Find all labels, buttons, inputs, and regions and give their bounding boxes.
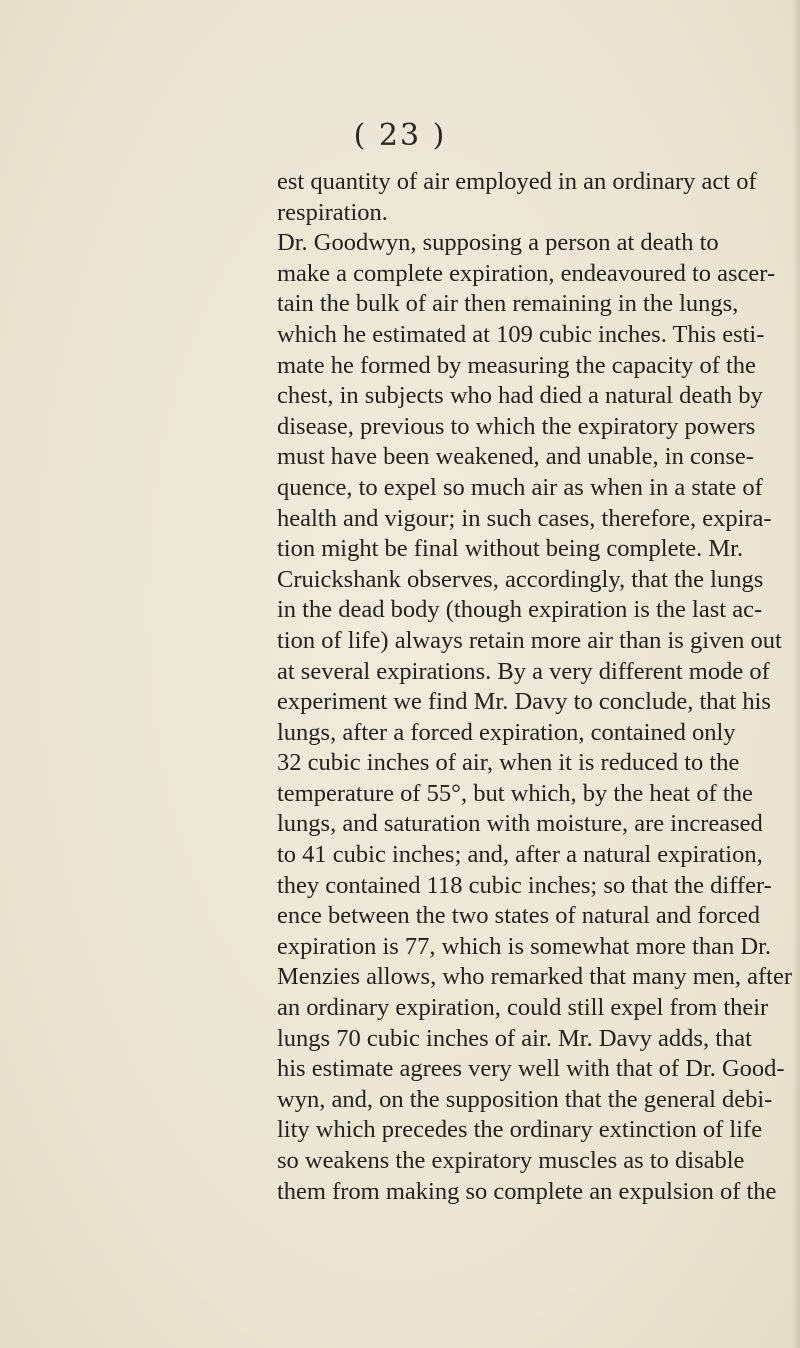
text-line: 32 cubic inches of air, when it is reduced to the: [277, 749, 740, 777]
text-line: must have been weakened, and unable, in conse-: [277, 443, 754, 471]
text-line: mate he formed by measuring the capacity of the: [277, 351, 756, 379]
text-line: expiration is 77, which is somewhat more than Dr.: [277, 932, 771, 960]
text-line: tion of life) always retain more air than is given out: [277, 626, 782, 654]
text-line: which he estimated at 109 cubic inches. This esti-: [277, 320, 765, 348]
text-line: his estimate agrees very well with that of Dr. Good-: [277, 1055, 785, 1083]
text-line: at several expirations. By a very different mode of: [277, 657, 770, 685]
text-line: respiration.: [277, 198, 388, 226]
text-line: temperature of 55°, but which, by the heat of the: [277, 779, 753, 807]
text-line: chest, in subjects who had died a natural death by: [277, 382, 763, 410]
text-line: lungs, and saturation with moisture, are increased: [277, 810, 763, 838]
text-line: lungs, after a forced expiration, contained only: [277, 718, 736, 746]
text-line: quence, to expel so much air as when in a state of: [277, 473, 763, 501]
text-line: an ordinary expiration, could still expel from their: [277, 994, 769, 1022]
text-line: Dr. Goodwyn, supposing a person at death to: [277, 229, 719, 257]
text-line: to 41 cubic inches; and, after a natural expiration,: [277, 841, 763, 869]
text-line: them from making so complete an expulsion of the: [277, 1177, 777, 1205]
text-line: wyn, and, on the supposition that the general debi-: [277, 1085, 773, 1113]
text-line: disease, previous to which the expiratory powers: [277, 412, 756, 440]
text-line: so weakens the expiratory muscles as to disable: [277, 1147, 745, 1174]
body-text: [277, 167, 793, 1207]
text-line: Menzies allows, who remarked that many men, after: [277, 963, 793, 991]
text-line: tion might be final without being complete. Mr.: [277, 535, 744, 563]
page-number: ( 23 ): [353, 118, 447, 153]
page-edge-shadow: [792, 0, 800, 1348]
text-line: in the dead body (though expiration is the last ac-: [277, 596, 763, 624]
text-line: make a complete expiration, endeavoured to ascer-: [277, 259, 776, 287]
text-line: experiment we find Mr. Davy to conclude, that his: [277, 688, 771, 716]
text-line: health and vigour; in such cases, therefore, expira-: [277, 504, 772, 532]
text-line: lungs 70 cubic inches of air. Mr. Davy adds, that: [277, 1024, 752, 1052]
text-line: tain the bulk of air then remaining in the lungs,: [277, 290, 739, 318]
text-line: est quantity of air employed in an ordinary act of: [277, 168, 757, 195]
text-line: they contained 118 cubic inches; so that the differ-: [277, 871, 772, 899]
text-line: lity which precedes the ordinary extinction of life: [277, 1116, 763, 1144]
text-line: Cruickshank observes, accordingly, that the lungs: [277, 565, 764, 593]
text-line: ence between the two states of natural and forced: [277, 902, 760, 930]
